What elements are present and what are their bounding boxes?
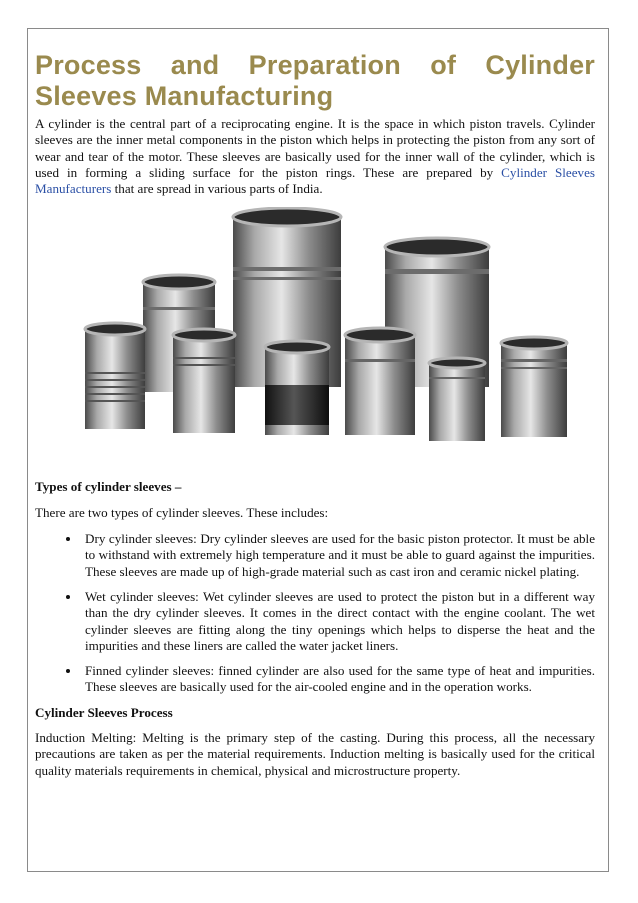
sleeve-small-6 (501, 337, 567, 437)
types-intro: There are two types of cylinder sleeves. These includes: (35, 504, 329, 520)
sleeve-small-1 (85, 323, 145, 429)
page-title: Process and Preparation of Cylinder Sleeves Manufacturing (35, 50, 595, 111)
list-item-finned: • Finned cylinder sleeves: finned cylinder are also used for the same type of heat and impurities. These sleeves are basically used for the air-cooled engine and in the operation works. (81, 663, 595, 696)
types-list (35, 531, 595, 696)
intro-text-end: that are spread in various parts of India. (111, 181, 323, 197)
document-body (35, 50, 595, 779)
types-heading: Types of cylinder sleeves – (35, 479, 182, 495)
list-item-dry: • Dry cylinder sleeves: Dry cylinder sleeves are used for the basic piston protector. It must be able to withstand with extremely high temperature and it must be able to guard against the impurities. These sleeves are made up of high-grade material such as cast iron and ceramic nickel plating. (81, 531, 595, 580)
intro-text: A cylinder is the central part of a reciprocating engine. It is the space in which piston travels. Cylinder sleeves are the inner metal components in the piston which helps in protecting the piston from any sort of wear and tear of the motor. These sleeves are basically used for the inner wall of the cylinder, which is used in forming a sliding surface for the piston rings. These are prepared by (35, 116, 595, 180)
sleeve-small-4 (345, 328, 415, 435)
list-item-wet: • Wet cylinder sleeves: Wet cylinder sleeves are used to protect the piston but in a different way than the dry cylinder sleeves. It comes in the direct contact with the engine coolant. The wet cylinder sleeves are fitting along the tiny openings which helps to disperse the heat and the impurities and these liners are called the water jacket liners. (81, 589, 595, 654)
manufacturers-link[interactable]: Cylinder Sleeves Manufacturers (35, 164, 595, 197)
cylinder-sleeves-image (45, 207, 585, 457)
sleeve-small-5 (429, 358, 485, 441)
intro-paragraph (35, 116, 595, 197)
sleeve-small-2 (173, 329, 235, 433)
process-heading: Cylinder Sleeves Process (35, 704, 173, 720)
sleeve-coated (265, 341, 329, 435)
process-paragraph: Induction Melting: Melting is the primary step of the casting. During this process, all the necessary precautions are taken as per the material requirements. Induction melting is basically used for the critical quality materials requirements in chemical, physical and microstructure property. (35, 730, 595, 778)
